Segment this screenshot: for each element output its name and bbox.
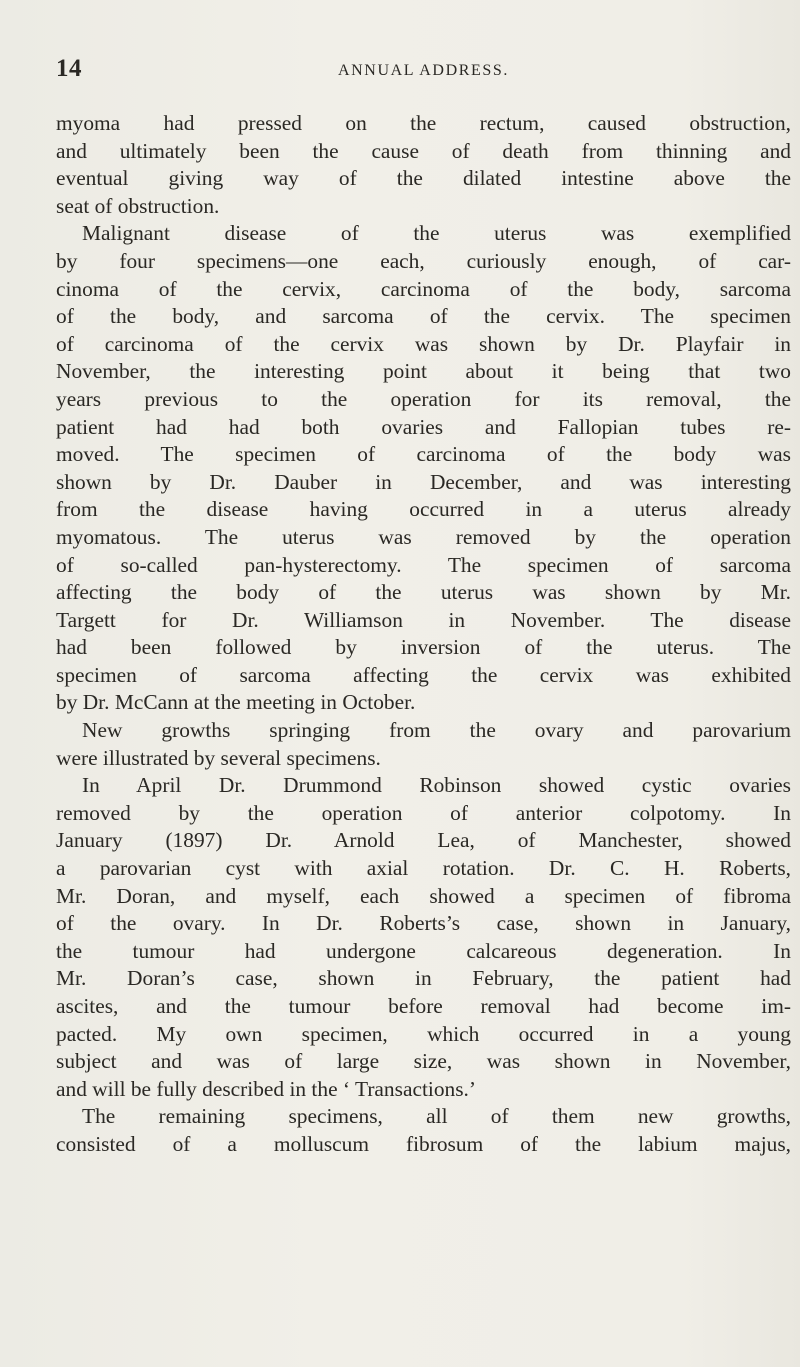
text-line: of carcinoma of the cervix was shown by Dr. Playfair in [56, 331, 791, 356]
text-line: by Dr. McCann at the meeting in October. [56, 690, 416, 715]
body-text [56, 110, 791, 1159]
text-line: had been followed by inversion of the uterus. The [56, 635, 791, 660]
page-header [56, 55, 791, 87]
text-line: and will be fully described in the ‘ Transactions.’ [56, 1076, 477, 1101]
text-line: by four specimens—one each, curiously enough, of car- [56, 248, 791, 273]
text-line: ascites, and the tumour before removal had become im- [56, 994, 791, 1018]
text-line: The remaining specimens, all of them new growths, [82, 1104, 791, 1129]
text-line: the tumour had undergone calcareous degeneration. In [56, 938, 791, 963]
text-line: January (1897) Dr. Arnold Lea, of Manchester, showed [56, 828, 791, 853]
text-line: moved. The specimen of carcinoma of the body was [56, 442, 791, 467]
text-line: subject and was of large size, was shown in November, [56, 1049, 791, 1074]
text-line: cinoma of the cervix, carcinoma of the body, sarcoma [56, 276, 791, 301]
text-line: specimen of sarcoma affecting the cervix was exhibited [56, 662, 791, 687]
text-line: seat of obstruction. [56, 193, 220, 218]
text-line: myomatous. The uterus was removed by the operation [56, 524, 791, 549]
text-line: In April Dr. Drummond Robinson showed cystic ovaries [82, 773, 791, 798]
text-line: and ultimately been the cause of death from thinning and [56, 138, 791, 163]
page-number: 14 [56, 55, 82, 82]
text-line: consisted of a molluscum fibrosum of the labium majus, [56, 1131, 791, 1156]
text-line: Targett for Dr. Williamson in November. The disease [56, 607, 791, 632]
text-line: Malignant disease of the uterus was exemplified [82, 221, 791, 246]
text-line: Mr. Doran, and myself, each showed a specimen of fibroma [56, 883, 791, 908]
text-line: from the disease having occurred in a uterus already [56, 497, 791, 522]
text-line: of the ovary. In Dr. Roberts’s case, shown in January, [56, 911, 791, 936]
text-line: a parovarian cyst with axial rotation. Dr. C. H. Roberts, [56, 856, 791, 881]
text-line: of so-called pan-hysterectomy. The specimen of sarcoma [56, 552, 791, 577]
text-line: eventual giving way of the dilated intestine above the [56, 166, 791, 191]
text-line: myoma had pressed on the rectum, caused obstruction, [56, 111, 791, 135]
text-line: years previous to the operation for its removal, the [56, 386, 791, 411]
text-line: of the body, and sarcoma of the cervix. The specimen [56, 304, 791, 329]
text-line: patient had had both ovaries and Fallopian tubes re- [56, 414, 791, 439]
running-title: ANNUAL ADDRESS. [338, 62, 509, 79]
text-line: November, the interesting point about it being that two [56, 359, 791, 384]
text-line: shown by Dr. Dauber in December, and was interesting [56, 469, 791, 494]
text-line: affecting the body of the uterus was shown by Mr. [56, 580, 791, 605]
text-line: pacted. My own specimen, which occurred in a young [56, 1021, 791, 1046]
text-line: were illustrated by several specimens. [56, 745, 381, 770]
text-line: New growths springing from the ovary and parovarium [82, 718, 791, 743]
text-line: removed by the operation of anterior colpotomy. In [56, 800, 791, 825]
text-line: Mr. Doran’s case, shown in February, the patient had [56, 966, 791, 991]
